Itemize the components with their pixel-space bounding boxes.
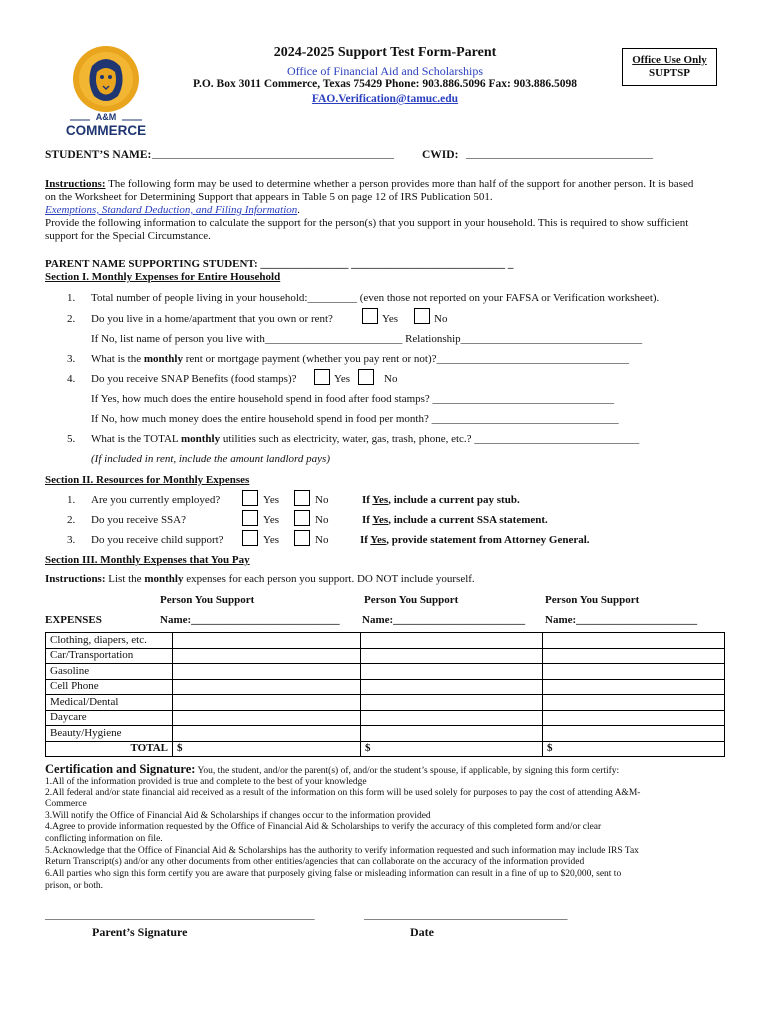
email-link[interactable]: FAO.Verification@tamuc.edu	[311, 93, 459, 105]
q2-no-checkbox[interactable]	[414, 308, 430, 324]
s2-q3-note-b: Yes	[370, 534, 387, 546]
q2-live-with-field[interactable]: If No, list name of person you live with_________________________ Relationship_________________________________	[91, 333, 643, 345]
certification-heading	[45, 762, 619, 777]
s3-instr-b: monthly	[144, 573, 184, 585]
expense-cell[interactable]	[173, 726, 361, 742]
s2-q1-text: Are you currently employed?	[91, 494, 221, 506]
q5-text-a: What is the TOTAL	[91, 433, 181, 445]
s2-q1-yes-checkbox[interactable]	[242, 490, 258, 506]
certification-intro: You, the student, and/or the parent(s) of, and/or the student’s spouse, if applicable, by signing this form certify:	[195, 766, 620, 776]
s2-q3-note-c: , provide statement from Attorney General.	[386, 534, 590, 546]
cert-item-4-cont: conflicting information on file.	[45, 834, 163, 844]
cert-item-3: 3.Will notify the Office of Financial Aid & Scholarships if changes occur to the information provided	[45, 811, 431, 821]
section3-instructions	[45, 573, 475, 585]
q3-text-b: monthly	[143, 353, 183, 365]
instructions-link-end: .	[297, 204, 301, 216]
s2-q1-note-c: , include a current pay stub.	[388, 494, 520, 506]
q2-text: Do you live in a home/apartment that you own or rent?	[91, 313, 333, 325]
s2-q3-yes-checkbox[interactable]	[242, 530, 258, 546]
cwid-label: CWID:	[422, 149, 459, 161]
expense-cell[interactable]	[173, 710, 361, 726]
section1-title: Section I. Monthly Expenses for Entire Household	[45, 271, 281, 283]
person1-name-field[interactable]: Name:___________________________	[160, 614, 340, 626]
s2-q3-no-label: No	[315, 534, 329, 546]
expenses-label: EXPENSES	[45, 614, 102, 626]
q5-text-c: utilities such as electricity, water, gas, trash, phone, etc.? ______________________________	[220, 433, 640, 445]
q4-text: Do you receive SNAP Benefits (food stamps)?	[91, 373, 297, 385]
instructions-text4: support for the Special Circumstance.	[45, 230, 211, 242]
table-row	[46, 633, 725, 649]
q2-yes-label: Yes	[382, 313, 399, 325]
cert-item-1: 1.All of the information provided is true and complete to the best of your knowledge	[45, 777, 367, 787]
instructions-line1	[45, 178, 693, 190]
cert-item-2-cont: Commerce	[45, 799, 87, 809]
expense-cell[interactable]	[361, 664, 543, 680]
q3-text-a: What is the	[91, 353, 144, 365]
expense-cell[interactable]	[543, 633, 725, 649]
expense-cell[interactable]	[361, 710, 543, 726]
date-label: Date	[410, 925, 434, 939]
col-head-1: Person You Support	[160, 594, 255, 606]
cert-item-6: 6.All parties who sign this form certify you are aware that purposely giving false or misleading information can result in a fine of up to $20,000, sent to	[45, 869, 622, 879]
office-use-code: SUPTSP	[649, 67, 690, 79]
q5-text-b: monthly	[180, 433, 221, 445]
s2-q2-note	[362, 514, 548, 526]
section2-title: Section II. Resources for Monthly Expenses	[45, 474, 250, 486]
s2-q1-no-checkbox[interactable]	[294, 490, 310, 506]
total-cell-2[interactable]: $	[361, 741, 543, 757]
q4-no-checkbox[interactable]	[358, 369, 374, 385]
instructions-line3	[45, 204, 300, 216]
s2-q2-no-checkbox[interactable]	[294, 510, 310, 526]
expense-cell[interactable]	[173, 695, 361, 711]
expense-label: Beauty/Hygiene	[46, 726, 173, 742]
expense-cell[interactable]	[361, 679, 543, 695]
university-logo	[60, 44, 152, 140]
cert-item-2: 2.All federal and/or state financial aid received as a result of the information on this form will be used solely for purposes to pay the cost of attending A&M-	[45, 788, 641, 798]
s2-q2-text: Do you receive SSA?	[91, 514, 187, 526]
q2-yes-checkbox[interactable]	[362, 308, 378, 324]
logo-line2: COMMERCE	[65, 123, 147, 138]
expense-cell[interactable]	[543, 726, 725, 742]
irs-publication-link[interactable]: Exemptions, Standard Deduction, and Filing Information	[45, 204, 298, 216]
s2-q1-no-label: No	[315, 494, 329, 506]
q4-yes-checkbox[interactable]	[314, 369, 330, 385]
table-row	[46, 679, 725, 695]
expense-label: Cell Phone	[46, 679, 173, 695]
expense-cell[interactable]	[361, 695, 543, 711]
expense-cell[interactable]	[543, 710, 725, 726]
q3-number: 3.	[67, 353, 76, 365]
person3-name-field[interactable]: Name:______________________	[545, 614, 698, 626]
section3-title: Section III. Monthly Expenses that You Pay	[45, 554, 250, 566]
expense-cell[interactable]	[543, 695, 725, 711]
q1-number: 1.	[67, 292, 76, 304]
s3-instr-lead: Instructions:	[45, 573, 106, 585]
expenses-table	[45, 632, 725, 757]
s3-instr-c: expenses for each person you support. DO NOT include yourself.	[183, 573, 475, 585]
expense-cell[interactable]	[173, 664, 361, 680]
table-row	[46, 726, 725, 742]
q4-food-spend-field[interactable]: If No, how much money does the entire household spend in food per month? __________________________________	[91, 413, 619, 425]
cert-item-4: 4.Agree to provide information requested by the Office of Financial Aid & Scholarships to verify the accuracy of this completed form and/or clear	[45, 822, 602, 832]
instructions-lead: Instructions:	[45, 178, 106, 190]
q5-note: (If included in rent, include the amount landlord pays)	[91, 453, 331, 465]
s2-q3-yes-label: Yes	[263, 534, 280, 546]
cwid-field[interactable]: __________________________________	[466, 148, 653, 160]
s2-q1-note	[362, 494, 520, 506]
q5-utilities-field[interactable]	[91, 433, 639, 445]
signature-line[interactable]: _________________________________________________	[45, 909, 315, 921]
total-row	[46, 741, 725, 757]
expense-cell[interactable]	[543, 664, 725, 680]
table-row	[46, 664, 725, 680]
total-label: TOTAL	[46, 741, 173, 757]
s2-q2-note-c: , include a current SSA statement.	[388, 514, 548, 526]
expense-cell[interactable]	[543, 679, 725, 695]
q2-number: 2.	[67, 313, 76, 325]
expense-cell[interactable]	[361, 633, 543, 649]
q4-food-after-stamps-field[interactable]: If Yes, how much does the entire household spend in food after food stamps? _________________________________	[91, 393, 615, 405]
date-line[interactable]: _____________________________________	[364, 909, 568, 921]
s2-q1-number: 1.	[67, 494, 76, 506]
col-head-3: Person You Support	[545, 594, 640, 606]
expense-cell[interactable]	[173, 679, 361, 695]
table-row	[46, 710, 725, 726]
s2-q2-note-b: Yes	[372, 514, 389, 526]
total-cell-3[interactable]: $	[543, 741, 725, 757]
student-name-label: STUDENT’S NAME:	[45, 149, 152, 161]
table-row	[46, 695, 725, 711]
s2-q1-yes-label: Yes	[263, 494, 280, 506]
certification-title: Certification and Signature:	[45, 762, 196, 776]
office-name: Office of Financial Aid and Scholarships	[286, 64, 484, 78]
s2-q1-note-b: Yes	[372, 494, 389, 506]
s2-q3-note-a: If	[360, 534, 371, 546]
col-head-2: Person You Support	[364, 594, 459, 606]
expense-label: Gasoline	[46, 664, 173, 680]
signature-label: Parent’s Signature	[92, 925, 188, 939]
s2-q2-note-a: If	[362, 514, 373, 526]
q2-no-label: No	[434, 313, 448, 325]
office-address: P.O. Box 3011 Commerce, Texas 75429 Phone: 903.886.5096 Fax: 903.886.5098	[193, 78, 577, 90]
expense-label: Medical/Dental	[46, 695, 173, 711]
expense-label: Car/Transportation	[46, 648, 173, 664]
expense-cell[interactable]	[361, 648, 543, 664]
cert-item-6-cont: prison, or both.	[45, 881, 104, 891]
instructions-text3: Provide the following information to calculate the support for the person(s) that you support in your household. This is required to show sufficient	[45, 217, 689, 229]
expense-cell[interactable]	[173, 633, 361, 649]
expense-cell[interactable]	[173, 648, 361, 664]
instructions-text1: The following form may be used to determine whether a person provides more than half of the support for another person. It is based	[105, 178, 694, 190]
q3-rent-field[interactable]	[91, 353, 629, 365]
table-row	[46, 648, 725, 664]
q1-household-size[interactable]: Total number of people living in your household:_________ (even those not reported on your FAFSA or Verification worksheet).	[91, 292, 660, 304]
s2-q3-number: 3.	[67, 534, 76, 546]
s2-q2-yes-label: Yes	[263, 514, 280, 526]
q4-no-label: No	[384, 373, 398, 385]
office-use-label: Office Use Only	[632, 54, 707, 66]
q4-number: 4.	[67, 373, 76, 385]
q3-text-c: rent or mortgage payment (whether you pay rent or not)?___________________________________	[182, 353, 630, 365]
s2-q3-no-checkbox[interactable]	[294, 530, 310, 546]
total-cell-1[interactable]: $	[173, 741, 361, 757]
office-use-box	[622, 48, 717, 86]
expense-cell[interactable]	[361, 726, 543, 742]
expense-cell[interactable]	[543, 648, 725, 664]
person2-name-field[interactable]: Name:________________________	[362, 614, 526, 626]
q4-yes-label: Yes	[334, 373, 351, 385]
s2-q2-no-label: No	[315, 514, 329, 526]
s2-q2-number: 2.	[67, 514, 76, 526]
expense-label: Clothing, diapers, etc.	[46, 633, 173, 649]
student-name-field[interactable]: ____________________________________________	[152, 148, 394, 160]
logo-line1: A&M	[95, 112, 117, 122]
instructions-text2: on the Worksheet for Determining Support that appears in Table 5 on page 12 of IRS Publication 501.	[45, 191, 493, 203]
cert-item-5: 5.Acknowledge that the Office of Financial Aid & Scholarships has the authority to verify information requested and such information may include IRS Tax	[45, 846, 639, 856]
s3-instr-a: List the	[105, 573, 145, 585]
parent-name-field[interactable]: PARENT NAME SUPPORTING STUDENT: ________________ ____________________________ _	[45, 258, 514, 270]
cert-item-5-cont: Return Transcript(s) and/or any other documents from other entities/agencies that can collaborate on the accuracy of the information provided	[45, 857, 585, 867]
page-title: 2024-2025 Support Test Form-Parent	[273, 45, 497, 60]
s2-q1-note-a: If	[362, 494, 373, 506]
s2-q2-yes-checkbox[interactable]	[242, 510, 258, 526]
s2-q3-note	[360, 534, 590, 546]
q5-number: 5.	[67, 433, 76, 445]
s2-q3-text: Do you receive child support?	[91, 534, 224, 546]
expense-label: Daycare	[46, 710, 173, 726]
